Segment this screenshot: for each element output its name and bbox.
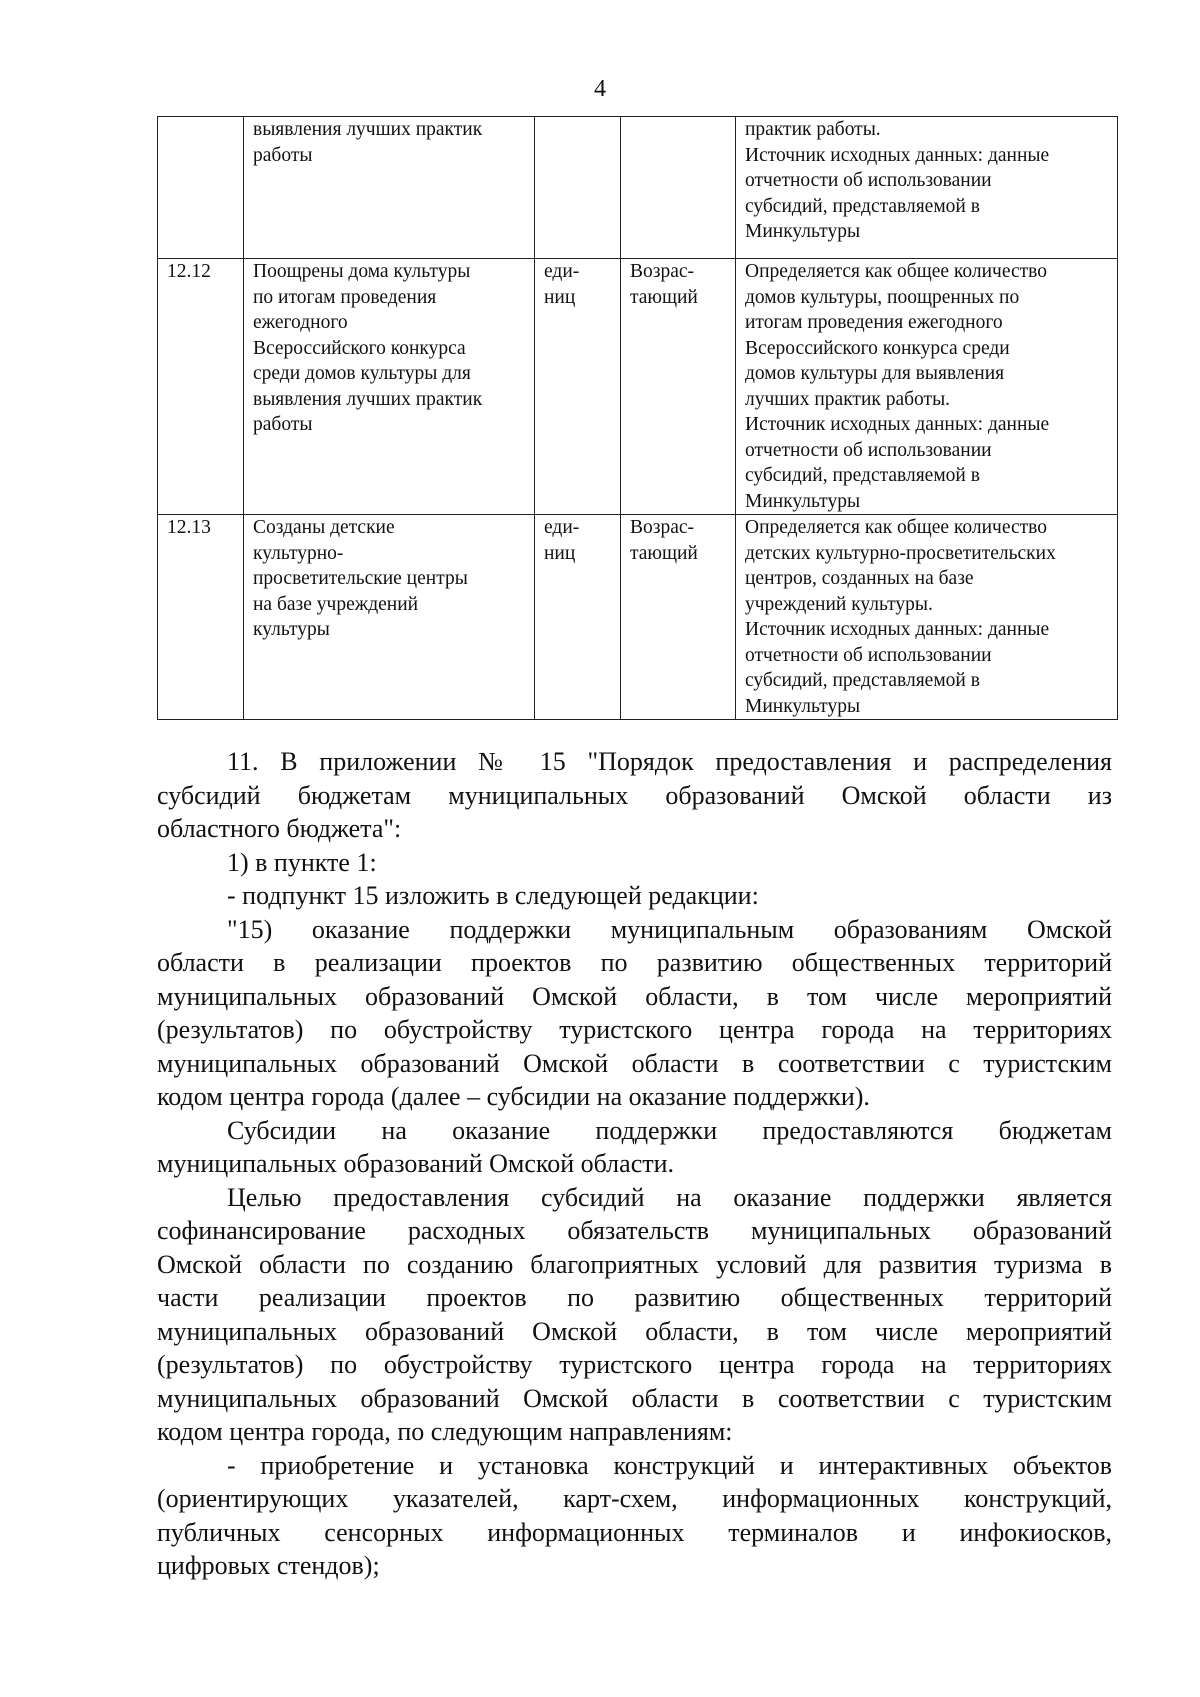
- calculation-method-line: отчетности об использовании: [745, 439, 992, 461]
- unit-of-measure-line: ниц: [544, 286, 576, 308]
- calculation-method-line: субсидий, представляемой в: [745, 465, 980, 486]
- paragraph-line: Субсидии на оказание поддержки предоставляются бюджетам: [227, 1115, 1112, 1145]
- paragraph-line: части реализации проектов по развитию общественных территорий: [157, 1283, 1112, 1312]
- indicator-name-line: культурно-: [253, 542, 344, 564]
- calculation-method-line: Определяется как общее количество: [745, 517, 1048, 538]
- unit-of-measure: [535, 117, 621, 259]
- indicator-name: [244, 259, 535, 515]
- calculation-method: [736, 259, 1118, 515]
- paragraph-line: - подпункт 15 изложить в следующей редакции:: [227, 881, 759, 910]
- calculation-method-line: практик работы.: [745, 119, 881, 140]
- paragraph-line: кодом центра города, по следующим направлениям:: [157, 1417, 733, 1446]
- indicator-name-line: просветительские центры: [253, 568, 468, 589]
- trend-direction: [621, 515, 736, 720]
- indicator-name-line: ежегодного: [253, 312, 348, 333]
- paragraph-line: областного бюджета":: [157, 814, 402, 843]
- row-number: [158, 259, 244, 515]
- paragraph-line: "15) оказание поддержки муниципальным образованиям Омской: [227, 914, 1112, 944]
- unit-of-measure: [535, 259, 621, 515]
- paragraph: [157, 745, 1112, 846]
- trend-direction: [621, 259, 736, 515]
- calculation-method: [736, 515, 1118, 720]
- indicator-name-line: на базе учреждений: [253, 593, 419, 615]
- paragraph-line: софинансирование расходных обязательств муниципальных образований: [157, 1216, 1112, 1245]
- paragraph-line: Омской области по созданию благоприятных условий для развития туризма в: [157, 1249, 1112, 1279]
- indicator-name: [244, 117, 535, 259]
- table-row: [158, 259, 1118, 515]
- indicator-name: [244, 515, 535, 720]
- trend-direction-line: тающий: [630, 542, 698, 564]
- calculation-method-line: Минкультуры: [745, 695, 861, 717]
- indicator-name-line: работы: [253, 414, 313, 435]
- calculation-method-line: домов культуры для выявления: [745, 363, 1005, 384]
- calculation-method-line: учреждений культуры.: [745, 593, 933, 615]
- body-text: [157, 745, 1112, 1583]
- paragraph-line: области в реализации проектов по развитию общественных территорий: [157, 948, 1112, 977]
- unit-of-measure-line: ниц: [544, 542, 576, 564]
- trend-direction: [621, 117, 736, 259]
- paragraph-line: кодом центра города (далее – субсидии на оказание поддержки).: [157, 1082, 870, 1111]
- unit-of-measure-line: еди-: [544, 261, 580, 282]
- calculation-method-line: Минкультуры: [745, 490, 861, 512]
- row-number: [158, 117, 244, 259]
- paragraph-line: муниципальных образований Омской области, в том числе мероприятий: [157, 1316, 1112, 1346]
- paragraph-line: муниципальных образований Омской области, в том числе мероприятий: [157, 981, 1112, 1011]
- paragraph-line: муниципальных образований Омской области в соответствии с туристским: [157, 1383, 1112, 1413]
- indicator-name-line: среди домов культуры для: [253, 363, 471, 384]
- row-number-text: 12.13: [167, 517, 211, 538]
- indicator-name-line: культуры: [253, 619, 330, 640]
- unit-of-measure-line: еди-: [544, 517, 580, 538]
- paragraph-line: Целью предоставления субсидий на оказание поддержки является: [227, 1182, 1112, 1212]
- paragraph-line: (результатов) по обустройству туристского центра города на территориях: [157, 1015, 1112, 1044]
- page-number: 4: [594, 76, 606, 102]
- paragraph: [157, 1114, 1112, 1181]
- calculation-method-line: Всероссийского конкурса среди: [745, 337, 1010, 359]
- calculation-method-line: домов культуры, поощренных по: [745, 286, 1020, 308]
- paragraph-line: (ориентирующих указателей, карт-схем, информационных конструкций,: [157, 1484, 1112, 1513]
- paragraph-line: 11. В приложении № 15 "Порядок предоставления и распределения: [227, 747, 1112, 776]
- trend-direction-line: Возрас-: [630, 517, 695, 538]
- calculation-method-line: отчетности об использовании: [745, 644, 992, 666]
- calculation-method-line: субсидий, представляемой в: [745, 195, 980, 217]
- paragraph-line: (результатов) по обустройству туристского центра города на территориях: [157, 1350, 1112, 1379]
- unit-of-measure: [535, 515, 621, 720]
- paragraph-line: цифровых стендов);: [157, 1551, 380, 1580]
- calculation-method-line: центров, созданных на базе: [745, 568, 974, 589]
- calculation-method-line: отчетности об использовании: [745, 170, 992, 191]
- paragraph-line: муниципальных образований Омской области.: [157, 1149, 675, 1178]
- table-row: [158, 117, 1118, 259]
- paragraph-line: - приобретение и установка конструкций и интерактивных объектов: [227, 1450, 1112, 1480]
- paragraph: [157, 913, 1112, 1114]
- row-number-text: 12.12: [167, 261, 211, 282]
- indicator-name-line: выявления лучших практик: [253, 388, 483, 410]
- calculation-method: [736, 117, 1118, 259]
- paragraph-line: публичных сенсорных информационных терминалов и инфокиосков,: [157, 1517, 1112, 1547]
- trend-direction-line: Возрас-: [630, 261, 695, 282]
- trend-direction-line: тающий: [630, 286, 698, 308]
- indicator-name-line: работы: [253, 144, 313, 166]
- calculation-method-line: Источник исходных данных: данные: [745, 619, 1050, 640]
- indicator-name-line: по итогам проведения: [253, 286, 437, 308]
- paragraph-line: субсидий бюджетам муниципальных образований Омской области из: [157, 780, 1112, 810]
- indicator-name-line: Поощрены дома культуры: [253, 261, 471, 282]
- paragraph-line: муниципальных образований Омской области в соответствии с туристским: [157, 1048, 1112, 1078]
- calculation-method-line: Источник исходных данных: данные: [745, 144, 1050, 166]
- paragraph: [157, 846, 1112, 880]
- table-row: [158, 515, 1118, 720]
- paragraph-line: 1) в пункте 1:: [227, 847, 377, 877]
- calculation-method-line: Минкультуры: [745, 221, 861, 242]
- calculation-method-line: итогам проведения ежегодного: [745, 312, 1003, 333]
- indicator-name-line: выявления лучших практик: [253, 119, 483, 140]
- paragraph: [157, 879, 1112, 913]
- paragraph: [157, 1449, 1112, 1583]
- calculation-method-line: Определяется как общее количество: [745, 261, 1048, 282]
- row-number: [158, 515, 244, 720]
- calculation-method-line: детских культурно-просветительских: [745, 542, 1056, 564]
- paragraph: [157, 1181, 1112, 1449]
- indicator-name-line: Всероссийского конкурса: [253, 337, 466, 359]
- calculation-method-line: лучших практик работы.: [745, 388, 951, 410]
- calculation-method-line: Источник исходных данных: данные: [745, 414, 1050, 435]
- indicators-table: [157, 116, 1118, 720]
- calculation-method-line: субсидий, представляемой в: [745, 670, 980, 691]
- indicator-name-line: Созданы детские: [253, 517, 395, 538]
